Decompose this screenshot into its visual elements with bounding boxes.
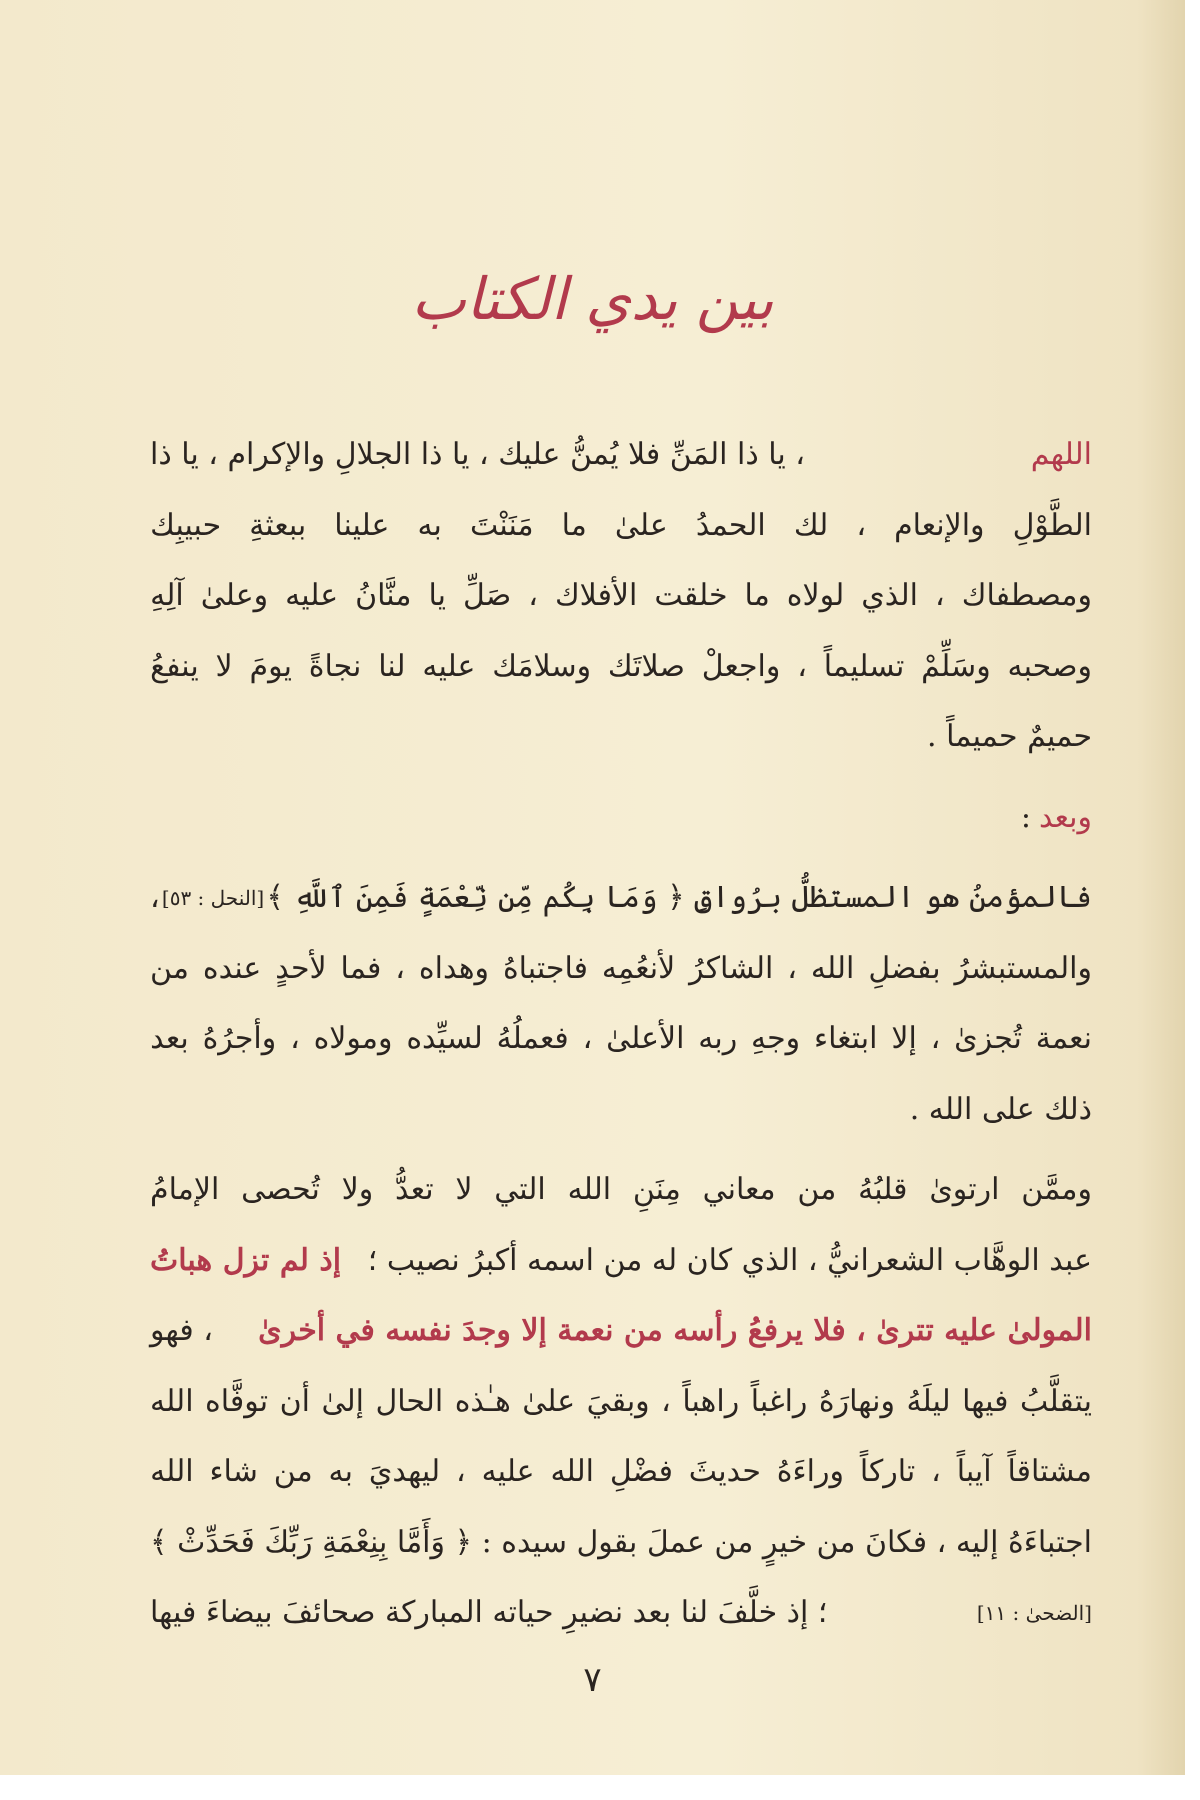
word: عليه [481,1454,535,1489]
word: ارتوىٰ [929,1172,1000,1207]
word: فضْلِ [609,1454,673,1489]
word: صَلِّ [462,578,512,613]
word: واجعلْ [701,648,781,684]
word: لا [215,648,233,684]
word: وراءَهُ [776,1454,844,1489]
word: ﴿ [454,1524,473,1560]
word: الذي [861,578,919,613]
word: مَنَنْتَ [469,507,534,543]
word: حديثَ [688,1454,761,1489]
word: لسيِّده [406,1021,483,1056]
word: تُجزىٰ [954,1021,1022,1056]
text-line [150,1296,1092,1367]
word: الأعلىٰ [606,1021,685,1056]
word: فيها [962,1383,1009,1419]
word: عليه [285,578,339,613]
text-segment: ؛ إذ خلَّفَ لنا بعد نضيرِ حياته المباركة صحائفَ بيضاءَ فيها [150,1595,828,1630]
text-line [150,1508,1092,1579]
word: الأفلاك [554,578,638,613]
word: ، [931,1454,941,1489]
text-line [150,561,1092,632]
text-line [150,1226,1092,1297]
word: فَحَدِّثْ [177,1524,255,1560]
text-line [150,863,1092,934]
word: ، [936,1524,947,1560]
text-line [150,934,1092,1005]
word: آلِهِ [150,578,184,613]
word: ببعثةِ [249,507,307,543]
word: والمستبشرُ [954,950,1092,986]
word: ، [935,578,945,613]
word: هـٰذه [454,1383,511,1419]
word: يا [428,578,446,613]
word: ، [290,1021,300,1056]
word: نعمة [1035,1021,1092,1056]
word: من [797,1172,837,1207]
word: راغباً [750,1383,808,1419]
highlighted-text: إذ لم تزل هباتُ [150,1242,342,1278]
word: ليهديَ [368,1454,441,1489]
word: من [816,1524,856,1560]
word: إلىٰ [321,1383,364,1419]
word: شاء [209,1454,258,1489]
word: الشاكرُ [689,950,774,986]
word: ومولاه [313,1021,393,1056]
word: مِنَنِ [632,1172,681,1207]
word: ، [797,648,807,684]
word: قلبُهُ [858,1172,908,1207]
text-line [150,1578,1092,1649]
word: عملَ [646,1524,705,1560]
highlighted-text: اللهم [1030,437,1092,472]
word: مشتاقاً [1007,1454,1092,1489]
word: ﴾ [150,1524,168,1560]
word: علىٰ [614,507,668,543]
word: تُحصى [241,1172,320,1207]
word: يومَ [249,648,292,684]
word: اجتباءَهُ [1008,1524,1092,1560]
word: عليه [422,648,476,684]
word: الحمدُ [695,507,766,543]
text-segment: ، يا ذا المَنِّ فلا يُمنُّ عليك ، يا ذا الجلالِ والإكرام ، يا ذا [150,437,805,472]
word: وسلامَك [492,648,592,684]
text-line [150,783,1092,854]
word: الله [150,1454,194,1489]
word: الطَّوْلِ [1012,507,1092,543]
word: ربه [698,1021,738,1056]
text-segment: عبد الوهَّاب الشعرانيُّ ، الذي كان له من اسمه أكبرُ نصيب ؛ [367,1242,1092,1278]
word: ، [856,507,867,543]
word: نجاةً [308,648,362,684]
word: من [273,1454,313,1489]
word: الإمامُ [150,1172,220,1207]
text-line [150,420,1092,491]
word: وجهِ [751,1021,801,1056]
chapter-title: بين يدي الكتاب [411,265,774,333]
word: منَّانُ [355,578,412,613]
word: لأنعُمِه [601,950,676,986]
body-text [150,420,1092,1649]
text-segment: ، فهو [150,1313,213,1348]
text-segment: : [1020,799,1031,835]
word: لنا [378,648,406,684]
word: الله [567,1172,612,1207]
word: صلاتَك [607,648,685,684]
word: فكانَ [865,1524,928,1560]
word: الحال [375,1383,444,1419]
word: وَأَمَّا [396,1524,445,1560]
word: وهداه [418,950,490,986]
word: يتقلَّبُ [1020,1383,1092,1419]
word: بِنِعْمَةِ [322,1524,388,1560]
word: لأحدٍ [275,950,327,986]
word: وممَّن [1021,1172,1092,1207]
word: والإنعام [894,507,985,543]
word: بقول [576,1524,638,1560]
word: تعدُّ [394,1172,434,1207]
word: لا [455,1172,473,1207]
word: إليه [955,1524,999,1560]
word: ، [528,578,538,613]
word: بفضلِ [868,950,941,986]
text-line [150,1155,1092,1226]
word: ما [744,578,770,613]
highlighted-text: وبعد [1038,799,1092,835]
word: تاركاً [859,1454,916,1489]
text-line [150,1437,1092,1508]
word: فاجتباهُ [502,950,588,986]
word: آيباً [956,1454,992,1489]
word: ، [787,950,797,986]
word: عنده [202,950,262,986]
text-line [150,1004,1092,1075]
text-segment: ذلك على الله . [909,1091,1092,1127]
word: وعلىٰ [200,578,269,613]
text-line [150,1367,1092,1438]
word: بعد [150,1021,189,1056]
word: رَبِّكَ [264,1524,313,1560]
word: سيده [501,1524,567,1560]
word: لك [793,507,829,543]
word: خلقت [654,578,728,613]
text-line [150,491,1092,562]
word: معاني [702,1172,776,1207]
word: ، [395,950,405,986]
word: فما [340,950,382,986]
word: وسَلِّمْ [921,648,991,684]
word: ما [561,507,587,543]
word: ، [661,1383,671,1419]
word: حبيبِك [150,507,222,543]
text-segment: ، [150,880,160,915]
word: علىٰ [522,1383,576,1419]
highlighted-text: المولىٰ عليه تترىٰ ، فلا يرفعُ رأسه من نعمة إلا وجدَ نفسه في أخرىٰ [258,1313,1092,1348]
word: به [328,1454,353,1489]
word: الله [810,950,855,986]
text-line [150,702,1092,773]
word: الله [550,1454,594,1489]
word: خيرٍ [762,1524,807,1560]
word: لولاه [786,578,845,613]
word: به [417,507,442,543]
word: ونهارَهُ [818,1383,895,1419]
word: : [481,1524,492,1560]
word: فعملُهُ [496,1021,569,1056]
verse-reference: [النحل : ٥٣] [161,886,265,910]
word: توفَّاه [205,1383,269,1419]
word: أن [279,1383,310,1419]
word: وأجرُهُ [202,1021,277,1056]
text-segment: حميمٌ حميماً . [927,719,1092,754]
word: وصحبه [1007,648,1092,684]
text-segment: فالمؤمنُ هو المستظلُّ برُواقِ ﴿ وَمَا بِكُم مِّن نِّعْمَةٍ فَمِنَ ٱللَّهِ ﴾ [266,880,1092,915]
word: تسليماً [823,648,905,684]
word: ، [456,1454,466,1489]
word: ابتغاء [814,1021,878,1056]
word: ولا [341,1172,374,1207]
word: الله [150,1383,194,1419]
text-line [150,632,1092,703]
word: ، [582,1021,593,1056]
word: من [714,1524,754,1560]
word: وبقيَ [586,1383,650,1419]
word: ، [930,1021,941,1056]
word: التي [494,1172,546,1207]
word: ليلَهُ [906,1383,951,1419]
word: راهباً [682,1383,740,1419]
word: ينفعُ [150,648,199,684]
text-line [150,1075,1092,1146]
page-number: ٧ [583,1660,602,1700]
verse-reference: [الضحىٰ : ١١] [976,1601,1092,1625]
word: علينا [334,507,390,543]
word: ومصطفاك [961,578,1092,613]
word: إلا [891,1021,917,1056]
word: من [150,950,189,986]
